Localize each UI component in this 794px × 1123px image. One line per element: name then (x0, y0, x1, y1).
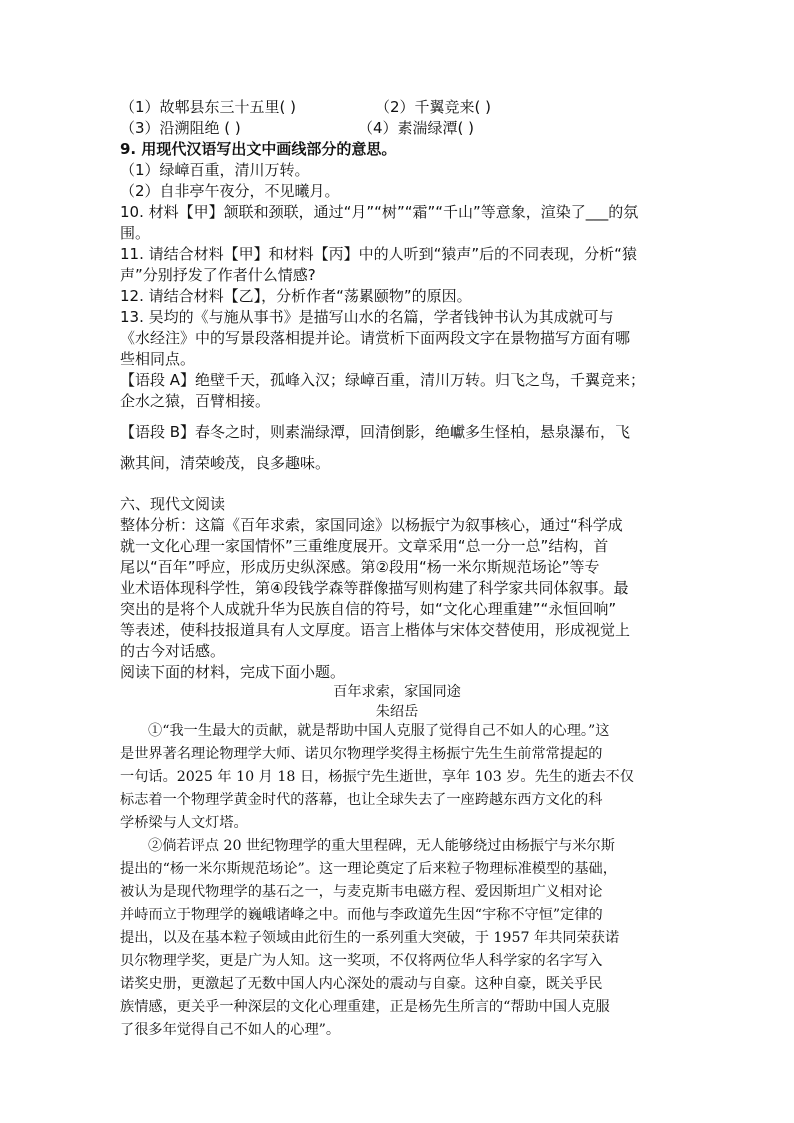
q10-line-2: 围。 (120, 224, 151, 242)
q9-title: 9. 用现代汉语写出文中画线部分的意思。 (120, 140, 397, 158)
essay-p2-line-8: 族情感，更关乎一种深层的文化心理重建，正是杨先生所言的“帮助中国人克服 (120, 999, 610, 1015)
q13-line-2: 《水经注》中的写景段落相提并论。请赏析下面两段文字在景物描写方面有哪 (120, 329, 631, 347)
essay-p2-line-6: 贝尔物理学奖，更是广为人知。这一奖项，不仅将两位华人科学家的名字写入 (120, 953, 603, 969)
segment-b-line-2: 漱其间，清荣峻茂，良多趣味。 (120, 454, 331, 472)
analysis-line-3: 尾以“百年”呼应，形成历史纵深感。第②段用“杨一米尔斯规范场论”等专 (120, 558, 600, 576)
essay-p1-line-2: 是世界著名理论物理学大师、诺贝尔物理学奖得主杨振宁先生生前常常提起的 (120, 746, 603, 762)
q8-item-4: （4）素湍绿潭( ) (358, 119, 475, 137)
q10-line-1: 10. 材料【甲】颔联和颈联，通过“月”“树”“霜”“千山”等意象，渲染了___的氛 (120, 203, 639, 221)
analysis-line-1: 整体分析：这篇《百年求索，家国同途》以杨振宁为叙事核心，通过“科学成 (120, 516, 623, 534)
essay-p1-line-5: 学桥梁与人文灯塔。 (120, 815, 248, 831)
analysis-line-2: 就一文化心理一家国情怀”三重维度展开。文章采用“总一分一总”结构，首 (120, 537, 609, 555)
q8-item-1: （1）故郫县东三十五里( ) (120, 98, 297, 116)
analysis-line-4: 业术语体现科学性，第④段钱学森等群像描写则构建了科学家共同体叙事。最 (120, 579, 629, 597)
essay-p1-line-1: ①“我一生最大的贡献，就是帮助中国人克服了觉得自己不如人的心理。”这 (148, 723, 610, 739)
q9-item-2: （2）自非亭午夜分，不见曦月。 (120, 182, 340, 200)
q11-line-1: 11. 请结合材料【甲】和材料【丙】中的人听到“猿声”后的不同表现，分析“猿 (120, 245, 637, 263)
essay-author: 朱绍岳 (375, 704, 419, 720)
analysis-line-6: 等表述，使科技报道具有人文厚度。语言上楷体与宋体交替使用，形成视觉上 (120, 621, 631, 639)
q13-line-1: 13. 吴均的《与施从事书》是描写山水的名篇，学者钱钟书认为其成就可与 (120, 308, 614, 326)
essay-p2-line-5: 提出，以及在基本粒子领域由此衍生的一系列重大突破，于 1957 年共同荣获诺 (120, 930, 620, 946)
analysis-line-5: 突出的是将个人成就升华为民族自信的符号，如“文化心理重建”“永恒回响” (120, 600, 617, 618)
essay-p2-line-3: 被认为是现代物理学的基石之一，与麦克斯韦电磁方程、爱因斯坦广义相对论 (120, 884, 603, 900)
segment-a-line-1: 【语段 A】绝壁千天，孤峰入汉；绿嶂百重，清川万转。归飞之鸟，千翼竞来； (120, 371, 646, 389)
q9-item-1: （1）绿嶂百重，清川万转。 (120, 161, 310, 179)
essay-p2-line-2: 提出的“杨一米尔斯规范场论”。这一理论奠定了后来粒子物理标准模型的基础， (120, 861, 617, 877)
q13-line-3: 些相同点。 (120, 350, 196, 368)
essay-p2-line-7: 诺奖史册，更激起了无数中国人内心深处的震动与自豪。这种自豪，既关乎民 (120, 976, 603, 992)
essay-p2-line-4: 并峙而立于物理学的巍峨诸峰之中。而他与李政道先生因“宇称不守恒”定律的 (120, 907, 603, 923)
essay-p1-line-4: 标志着一个物理学黄金时代的落幕，也让全球失去了一座跨越东西方文化的科 (120, 792, 603, 808)
segment-a-line-2: 企水之猿，百臂相接。 (120, 392, 271, 410)
essay-title: 百年求索，家国同途 (333, 684, 461, 700)
essay-p1-line-3: 一句话。2025 年 10 月 18 日，杨振宁先生逝世，享年 103 岁。先生的逝去不仅 (120, 769, 634, 785)
q12: 12. 请结合材料【乙】，分析作者“荡累颐物”的原因。 (120, 287, 472, 305)
analysis-line-7: 的古今对话感。 (120, 642, 226, 660)
reading-instruction: 阅读下面的材料，完成下面小题。 (120, 663, 346, 681)
q8-item-3: （3）沿溯阻绝 ( ) (120, 119, 241, 137)
section-heading: 六、现代文阅读 (120, 495, 226, 513)
q11-line-2: 声”分别抒发了作者什么情感? (120, 266, 316, 284)
q8-item-2: （2）千翼竞来( ) (375, 98, 492, 116)
essay-p2-line-1: ②倘若评点 20 世纪物理学的重大里程碑，无人能够绕过由杨振宁与米尔斯 (148, 838, 615, 854)
segment-b-line-1: 【语段 B】春冬之时，则素湍绿潭，回清倒影，绝巘多生怪柏，悬泉瀑布，飞 (120, 423, 631, 441)
essay-p2-line-9: 了很多年觉得自己不如人的心理”。 (120, 1022, 341, 1038)
